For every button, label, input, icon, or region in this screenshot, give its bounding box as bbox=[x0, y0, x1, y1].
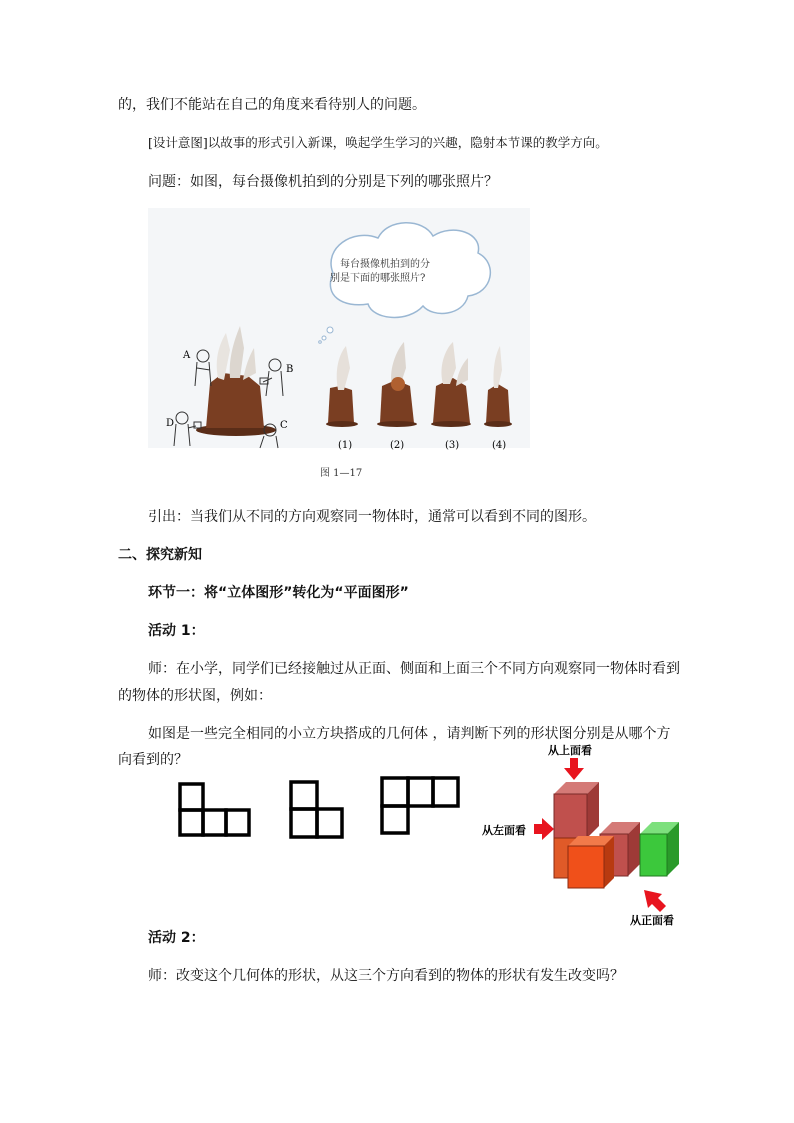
teacher-text-1b: 的物体的形状图，例如： bbox=[118, 688, 272, 704]
question-text: 问题：如图，每台摄像机拍到的分别是下列的哪张照片？ bbox=[148, 174, 498, 190]
design-intent: [设计意图]以故事的形式引入新课，唤起学生学习的兴趣，隐射本节课的教学方向。 bbox=[148, 135, 608, 150]
view-shape-1 bbox=[178, 782, 252, 838]
cube-front bbox=[568, 836, 614, 888]
view-shape-2 bbox=[289, 780, 345, 840]
photo-label-2: (2) bbox=[390, 440, 405, 451]
arrow-left bbox=[534, 818, 554, 840]
conclusion-text: 引出：当我们从不同的方向观察同一物体时，通常可以看到不同的图形。 bbox=[148, 509, 596, 525]
view-left-label: 从左面看 bbox=[482, 824, 526, 837]
activity-2-heading: 活动 2： bbox=[148, 930, 205, 946]
section-heading: 二、探究新知 bbox=[118, 547, 202, 563]
camera-label-c: C bbox=[280, 420, 288, 431]
arrow-front bbox=[644, 890, 666, 912]
bubble-text-2: 别是下面的哪张照片? bbox=[330, 273, 426, 284]
view-top-label: 从上面看 bbox=[548, 744, 592, 757]
camera-label-b: B bbox=[286, 364, 294, 375]
photo-label-4: (4) bbox=[492, 440, 507, 451]
bubble-text-1: 每台摄像机拍到的分 bbox=[340, 259, 430, 270]
camera-label-a: A bbox=[183, 350, 191, 361]
activity-1-heading: 活动 1： bbox=[148, 623, 205, 639]
arrow-top bbox=[564, 758, 584, 780]
camera-photo-figure bbox=[148, 208, 530, 483]
teacher-text-2: 师：改变这个几何体的形状，从这三个方向看到的物体的形状有发生改变吗？ bbox=[148, 968, 624, 984]
figure-question-1: 如图是一些完全相同的小立方块搭成的几何体 ，请判断下列的形状图分别是从哪个方 bbox=[148, 726, 671, 742]
step-heading: 环节一：将“立体图形”转化为“平面图形” bbox=[148, 585, 409, 601]
cube-diagram bbox=[474, 742, 688, 932]
teacher-text-1a: 师：在小学，同学们已经接触过从正面、侧面和上面三个不同方向观察同一物体时看到 bbox=[148, 661, 680, 677]
cube-green bbox=[640, 822, 679, 876]
continuation-line: 的，我们不能站在自己的角度来看待别人的问题。 bbox=[118, 97, 426, 113]
cube-top bbox=[554, 782, 599, 838]
figure-caption: 图 1—17 bbox=[320, 468, 363, 479]
photo-label-1: (1) bbox=[338, 440, 353, 451]
view-front-label: 从正面看 bbox=[630, 914, 674, 927]
figure-question-2: 向看到的？ bbox=[118, 752, 188, 768]
view-shape-3 bbox=[380, 776, 460, 836]
photo-label-3: (3) bbox=[445, 440, 460, 451]
camera-label-d: D bbox=[166, 418, 175, 429]
